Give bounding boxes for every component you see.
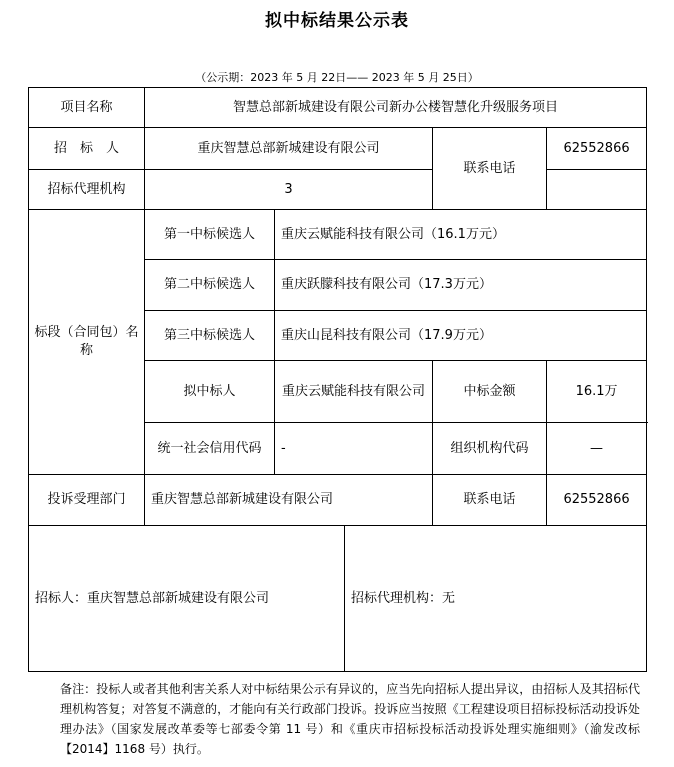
agency-empty-cell: [547, 170, 647, 210]
winner-amount-label: 中标金额: [433, 361, 547, 423]
agency-value: 3: [145, 170, 433, 210]
publicity-period: （公示期：2023 年 5 月 22日—— 2023 年 5 月 25日）: [195, 71, 479, 84]
page-title: 拟中标结果公示表: [265, 11, 409, 31]
tenderer-contact-value: 62552866: [547, 128, 647, 170]
complaint-contact-label: 联系电话: [433, 475, 547, 526]
signature-tenderer: 招标人：重庆智慧总部新城建设有限公司: [29, 526, 345, 672]
signature-agency: 招标代理机构：无: [345, 526, 647, 672]
project-name-value: 智慧总部新城建设有限公司新办公楼智慧化升级服务项目: [145, 88, 647, 128]
complaint-value: 重庆智慧总部新城建设有限公司: [145, 475, 433, 526]
candidate-1-value: 重庆云赋能科技有限公司（16.1万元）: [275, 210, 647, 260]
tenderer-label: 招 标 人: [29, 128, 145, 170]
candidate-2-value: 重庆跃朦科技有限公司（17.3万元）: [275, 260, 647, 311]
credit-code-value: -: [275, 423, 433, 475]
credit-code-label: 统一社会信用代码: [145, 423, 275, 475]
candidate-1-label: 第一中标候选人: [145, 210, 275, 260]
winner-label: 拟中标人: [145, 361, 275, 423]
section-label: 标段（合同包）名称: [29, 210, 145, 475]
winner-amount-value: 16.1万: [547, 361, 647, 423]
project-name-label: 项目名称: [29, 88, 145, 128]
org-code-value: —: [547, 423, 647, 475]
org-code-label: 组织机构代码: [433, 423, 547, 475]
result-table: [28, 87, 647, 672]
complaint-contact-value: 62552866: [547, 475, 647, 526]
remarks-note: 备注：投标人或者其他利害关系人对中标结果公示有异议的，应当先向招标人提出异议，由招标人及其招标代理机构答复；对答复不满意的，才能向有关行政部门投诉。投诉应当按照《工程建设项目招标投标活动投诉处理办法》（国家发展改革委等七部委令第 11 号）和《重庆市招标投标活动投诉处理实施细则》（渝发改标【2014】1168 号）执行。: [60, 682, 640, 756]
candidate-2-label: 第二中标候选人: [145, 260, 275, 311]
complaint-label: 投诉受理部门: [29, 475, 145, 526]
tenderer-value: 重庆智慧总部新城建设有限公司: [145, 128, 433, 170]
winner-value: 重庆云赋能科技有限公司: [275, 361, 433, 423]
candidate-3-value: 重庆山昆科技有限公司（17.9万元）: [275, 311, 647, 361]
candidate-3-label: 第三中标候选人: [145, 311, 275, 361]
tenderer-contact-label: 联系电话: [433, 128, 547, 210]
agency-label: 招标代理机构: [29, 170, 145, 210]
